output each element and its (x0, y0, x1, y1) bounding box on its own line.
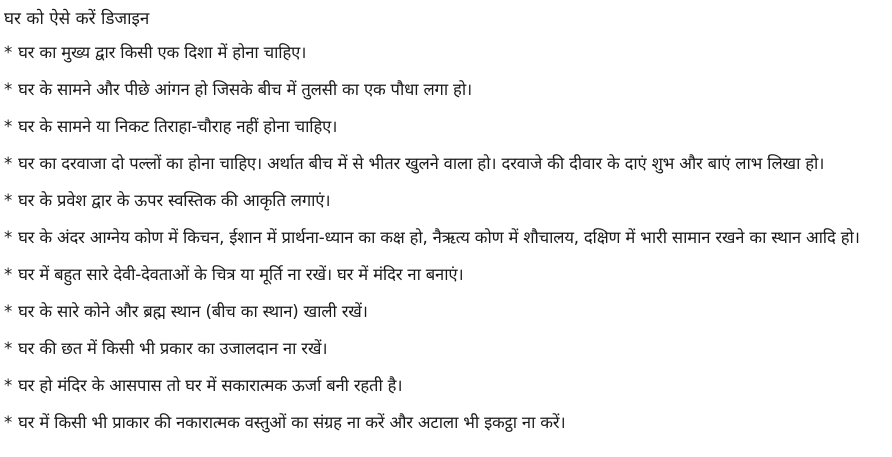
bullet-marker: * (4, 43, 13, 62)
tips-list (4, 34, 888, 441)
list-item (4, 108, 888, 145)
list-item-text: घर में किसी भी प्राकार की नकारात्मक वस्तुओं का संग्रह ना करें और अटाला भी इकट्ठा ना करें। (18, 413, 566, 432)
list-item (4, 404, 888, 441)
list-item (4, 182, 888, 219)
list-item-text: घर में बहुत सारे देवी-देवताओं के चित्र या मूर्ति ना रखें। घर में मंदिर ना बनाएं। (18, 265, 464, 284)
list-item-text: घर के प्रवेश द्वार के ऊपर स्वस्तिक की आकृति लगाएं। (18, 191, 331, 210)
bullet-marker: * (4, 265, 13, 284)
bullet-marker: * (4, 191, 13, 210)
list-item-text: घर की छत में किसी भी प्रकार का उजालदान ना रखें। (18, 339, 328, 358)
list-item (4, 145, 888, 182)
document-body (4, 4, 888, 441)
list-item-text: घर हो मंदिर के आसपास तो घर में सकारात्मक ऊर्जा बनी रहती है। (18, 376, 403, 395)
bullet-marker: * (4, 228, 13, 247)
bullet-marker: * (4, 413, 13, 432)
list-item (4, 330, 888, 367)
document-title: घर को ऐसे करें डिजाइन (4, 9, 150, 29)
list-item-text: घर के सामने या निकट तिराहा-चौराह नहीं होना चाहिए। (18, 117, 338, 136)
list-item-text: घर का मुख्य द्वार किसी एक दिशा में होना चाहिए। (18, 43, 307, 62)
list-item (4, 219, 888, 256)
bullet-marker: * (4, 339, 13, 358)
bullet-marker: * (4, 117, 13, 136)
bullet-marker: * (4, 80, 13, 99)
list-item (4, 34, 888, 71)
list-item-text: घर के सामने और पीछे आंगन हो जिसके बीच में तुलसी का एक पौधा लगा हो। (18, 80, 473, 99)
list-item (4, 256, 888, 293)
list-item-text: घर के अंदर आग्नेय कोण में किचन, ईशान में प्रार्थना-ध्यान का कक्ष हो, नैऋत्य कोण में शौचालय, दक्षिण में भारी सामान रखने का स्थान आदि हो। (18, 228, 860, 247)
list-item-text: घर के सारे कोने और ब्रह्म स्थान (बीच का स्थान) खाली रखें। (18, 302, 368, 321)
list-item (4, 293, 888, 330)
list-item (4, 367, 888, 404)
list-item-text: घर का दरवाजा दो पल्लों का होना चाहिए। अर्थात बीच में से भीतर खुलने वाला हो। दरवाजे की दीवार के दाएं शुभ और बाएं लाभ लिखा हो। (18, 154, 825, 173)
bullet-marker: * (4, 302, 13, 321)
bullet-marker: * (4, 154, 13, 173)
list-item (4, 71, 888, 108)
bullet-marker: * (4, 376, 13, 395)
